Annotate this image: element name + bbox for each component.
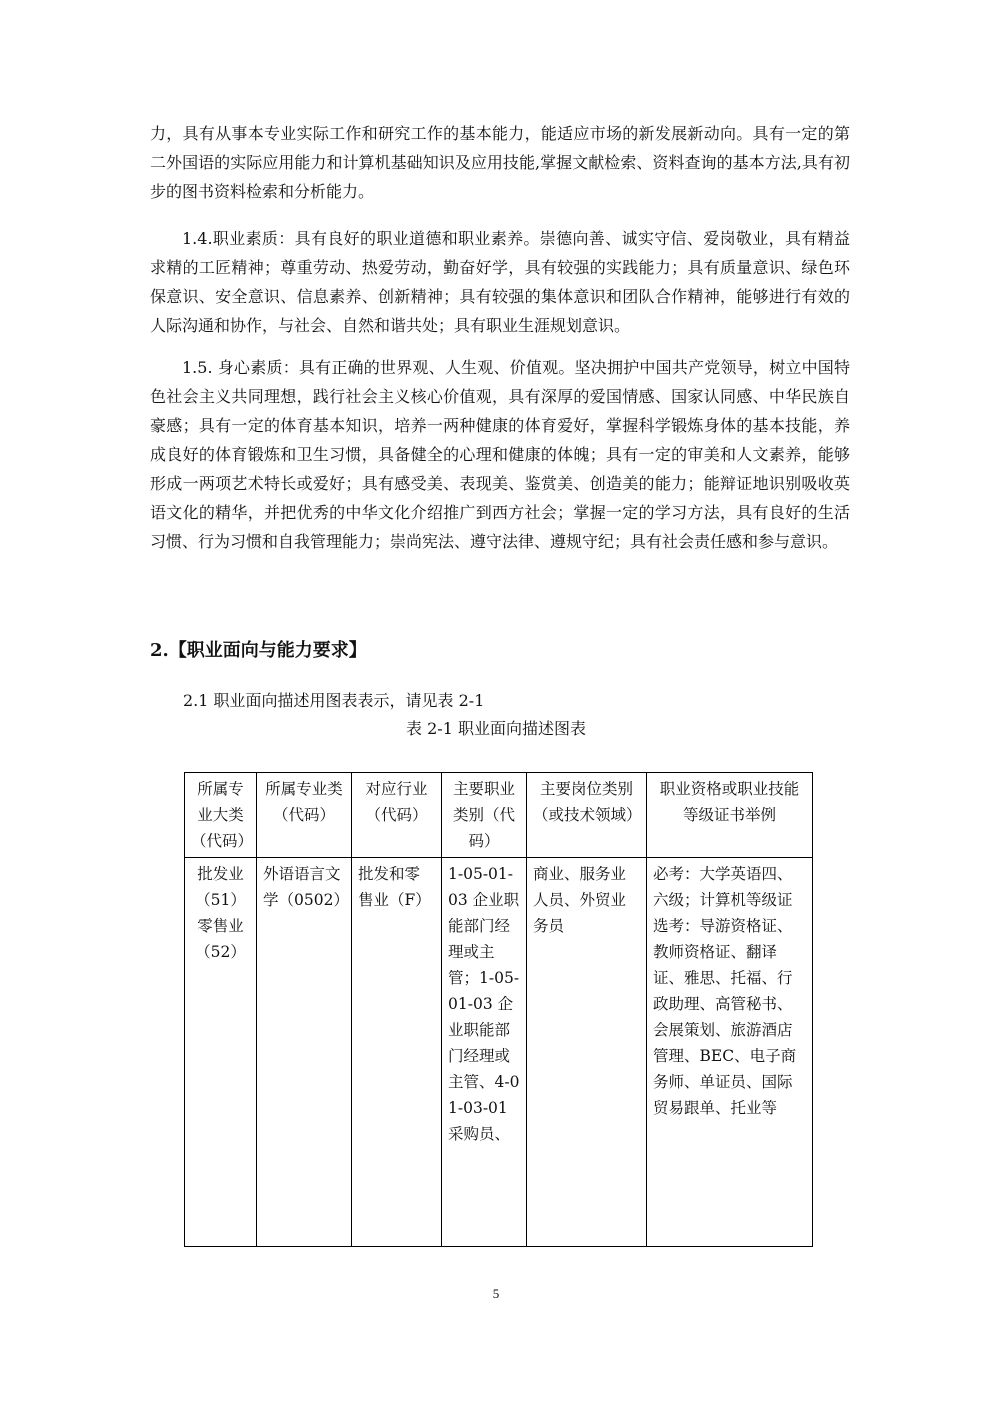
paragraph-abilities-continued: 力，具有从事本专业实际工作和研究工作的基本能力，能适应市场的新发展新动向。具有一定的第二外国语的实际应用能力和计算机基础知识及应用技能,掌握文献检索、资料查询的基本方法,具有初步的图书资料检索和分析能力。 bbox=[150, 124, 850, 201]
cell-occupation-category: 1-05-01-03 企业职能部门经理或主管；1-05-01-03 企业职能部门经理或主管、4-01-03-01 采购员、 bbox=[442, 858, 527, 1247]
header-major-category: 所属专业大类（代码） bbox=[185, 773, 257, 858]
header-major-class: 所属专业类（代码） bbox=[257, 773, 352, 858]
cell-job-category: 商业、服务业人员、外贸业务员 bbox=[527, 858, 647, 1247]
section-heading: 2.【职业面向与能力要求】 bbox=[150, 640, 367, 661]
cell-major-class: 外语语言文学（0502） bbox=[257, 858, 352, 1247]
page-number: 5 bbox=[492, 1286, 500, 1301]
header-industry: 对应行业（代码） bbox=[352, 773, 442, 858]
paragraph-physical-mental-quality: 1.5. 身心素质：具有正确的世界观、人生观、价值观。坚决拥护中国共产党领导，树立中国特色社会主义共同理想，践行社会主义核心价值观，具有深厚的爱国情感、国家认同感、中华民族自豪感；具有一定的体育基本知识，培养一两种健康的体育爱好，掌握科学锻炼身体的基本技能，养成良好的体育锻炼和卫生习惯，具备健全的心理和健康的体魄；具有一定的审美和人文素养，能够形成一两项艺术特长或爱好；具有感受美、表现美、鉴赏美、创造美的能力；能辩证地识别吸收英语文化的精华，并把优秀的中华文化介绍推广到西方社会；掌握一定的学习方法，具有良好的生活习惯、行为习惯和自我管理能力；崇尚宪法、遵守法律、遵规守纪；具有社会责任感和参与意识。 bbox=[150, 358, 850, 551]
paragraph-professional-quality: 1.4.职业素质：具有良好的职业道德和职业素养。崇德向善、诚实守信、爱岗敬业，具有精益求精的工匠精神；尊重劳动、热爱劳动，勤奋好学，具有较强的实践能力；具有质量意识、绿色环保意识、安全意识、信息素养、创新精神；具有较强的集体意识和团队合作精神，能够进行有效的人际沟通和协作，与社会、自然和谐共处；具有职业生涯规划意识。 bbox=[150, 229, 850, 335]
header-certificates: 职业资格或职业技能等级证书举例 bbox=[647, 773, 813, 858]
header-job-category: 主要岗位类别（或技术领域） bbox=[527, 773, 647, 858]
section-subheading: 2.1 职业面向描述用图表表示，请见表 2-1 bbox=[183, 691, 485, 710]
header-occupation-category: 主要职业类别（代码） bbox=[442, 773, 527, 858]
cell-industry: 批发和零售业（F） bbox=[352, 858, 442, 1247]
career-orientation-table bbox=[184, 772, 813, 1247]
table-row bbox=[185, 858, 813, 1247]
table-caption: 表 2-1 职业面向描述图表 bbox=[406, 719, 586, 738]
cell-certificates: 必考：大学英语四、六级；计算机等级证选考：导游资格证、教师资格证、翻译证、雅思、托福、行政助理、高管秘书、会展策划、旅游酒店管理、BEC、电子商务师、单证员、国际贸易跟单、托业等 bbox=[647, 858, 813, 1247]
table-header-row bbox=[185, 773, 813, 858]
cell-major-category: 批发业（51）零售业（52） bbox=[185, 858, 257, 1247]
